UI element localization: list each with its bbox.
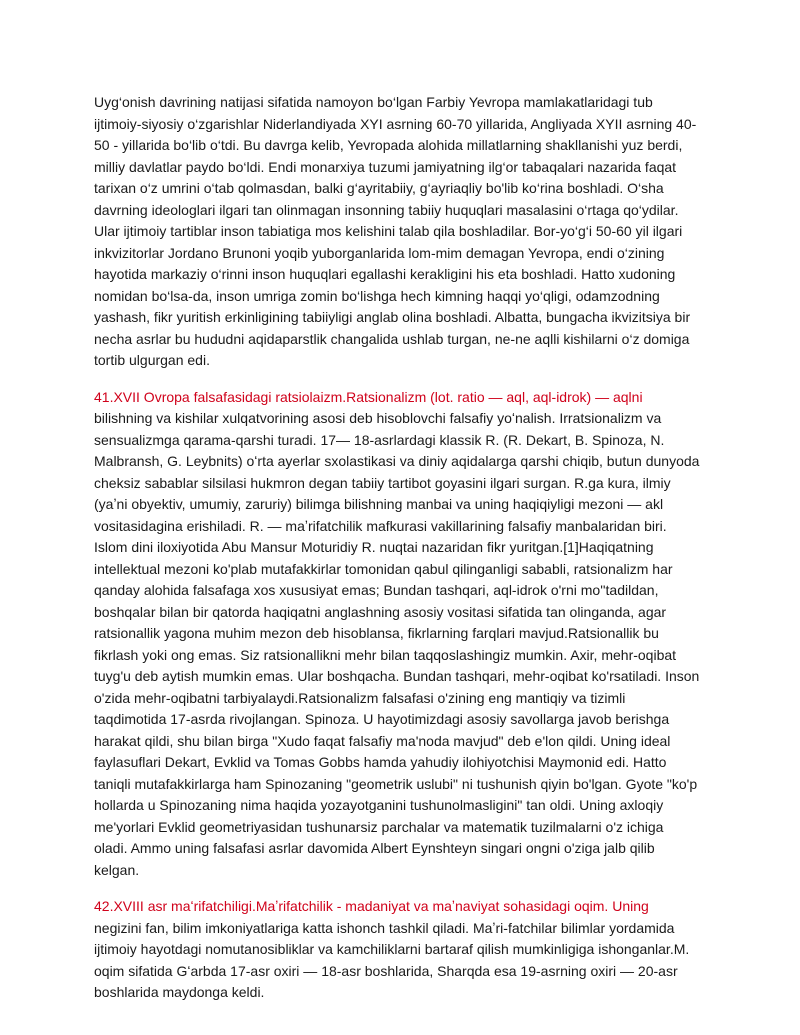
paragraph-text: negizini fan, bilim imkoniyatlariga katta ishonch tashkil qiladi. Maʼri-fatchilar bilimlar yordamida ijtimoiy hayotdagi nomutanosibliklar va kamchiliklarni bartaraf qilish mumkinligiga ishonganlar.M. oqim sifatida Gʻarbda 17-asr oxiri — 18-asr boshlarida, Sharqda esa 19-asrning oxiri — 20-asr boshlarida maydonga keldi.	[94, 919, 690, 1000]
paragraph-text: Uyg‘onish davrining natijasi sifatida namoyon bo‘lgan Farbiy Yevropa mamlakatlaridagi tub ijtimoiy-siyosiy o‘zgarishlar Niderlandiyada XYI asrning 60-70 yillarida, Angliyada XYII asrning 40-50 - yillarida bo‘lib o‘tdi. Bu davrga kelib, Yevropada alohida millatlarning shakllanishi yuz berdi, milliy davlatlar paydo bo‘ldi. Endi monarxiya tuzumi jamiyatning ilg‘or tabaqalari nazarida faqat tarixan o‘z umrini o‘tab qolmasdan, balki g‘ayritabiiy, g‘ayriaqliy bo'lib ko‘rina boshladi. O‘sha davrning ideologlari ilgari tan olinmagan insonning tabiiy huquqlari masalasini o‘rtaga qo‘ydilar. Ular ijtimoiy tartiblar inson tabiatiga mos kelishini talab qila boshladilar. Bor-yo‘g‘i 50-60 yil ilgari inkvizitorlar Jordano Brunoni yoqib yuborganlarida lom-mim demagan Yevropa, endi o‘zining hayotida markaziy o‘rinni inson huquqlari egallashi kerakligini his eta boshladi. Hatto xudoning nomidan bo‘lsa-da, inson umriga zomin bo‘lishga hech kimning haqqi yo‘qligi, odamzodning yashash, fikr yuritish erkinligining tabiiyligi anglab olina boshladi. Albatta, bungacha ikvizitsiya bir necha asrlar bu hududni aqidaparstlik changalida ushlab turgan, ne-ne aqlli kishilarni o‘z domiga tortib ulgurgan edi.	[94, 94, 697, 368]
paragraph-heading: 41.XVII Ovropa falsafasidagi ratsiolaizm.Ratsionalizm (lot. ratio — aql, aql-idrok) — aqlni	[94, 388, 643, 405]
paragraph-intro	[94, 92, 700, 372]
paragraph-heading: 42.XVIII asr maʻrifatchiligi.Maʼrifatchilik - madaniyat va maʼnaviyat sohasidagi oqim. Uning	[94, 898, 649, 914]
paragraph-text: bilishning va kishilar xulqatvorining asosi deb hisoblovchi falsafiy yoʻnalish. Irratsionalizm va sensualizmga qarama-qarshi turadi. 17— 18-asrlardagi klassik R. (R. Dekart, B. Spinoza, N. Malbransh, G. Leybnits) oʻrta ayerlar sxolastikasi va diniy aqidalarga qarshi chiqib, butun dunyoda cheksiz sabablar silsilasi hukmron degan tabiiy tartibot goyasini ilgari surgan. R.ga kura, ilmiy (yaʼni obyektiv, umumiy, zaruriy) bilimga bilishning manbai va uning haqiqiyligi mezoni — akl vositasidagina erishiladi. R. — maʼrifatchilik mafkurasi vakillarining falsafiy manbalaridan biri. Islom dini iloxiyotida Abu Mansur Moturidiy R. nuqtai nazaridan fikr yuritgan.[1]Haqiqatning intellektual mezoni ko'plab mutafakkirlar tomonidan qabul qilinganligi sababli, ratsionalizm har qanday alohida falsafaga xos xususiyat emas; Bundan tashqari, aql-idrok o'rni mo''tadildan, boshqalar bilan bir qatorda haqiqatni anglashning asosiy vositasi sifatida tan olinganda, agar ratsionallik yagona muhim mezon deb hisoblansa, fikrlarning farqlari mavjud.Ratsionallik bu fikrlash yoki ong emas. Siz ratsionallikni mehr bilan taqqoslashingiz mumkin. Axir, mehr-oqibat tuyg'u deb aytish mumkin emas. Ular boshqacha. Bundan tashqari, mehr-oqibat ko'rsatiladi. Inson o'zida mehr-oqibatni tarbiyalaydi.Ratsionalizm falsafasi o'zining eng mantiqiy va tizimli taqdimotida 17-asrda rivojlangan. Spinoza. U hayotimizdagi asosiy savollarga javob berishga harakat qildi, shu bilan birga "Xudo faqat falsafiy ma'noda mavjud" deb e'lon qildi. Uning ideal faylasuflari Dekart, Evklid va Tomas Gobbs hamda yahudiy ilohiyotchisi Maymonid edi. Hatto taniqli mutafakkirlarga ham Spinozaning "geometrik uslubi" ni tushunish qiyin bo'lgan. Gyote "ko'p hollarda u Spinozaning nima haqida yozayotganini tushunolmasligini" tan oldi. Uning axloqiy me'yorlari Evklid geometriyasidan tushunarsiz parchalar va matematik tuzilmalarni o'z ichiga oladi. Ammo uning falsafasi asrlar davomida Albert Eynshteyn singari ongni o'ziga jalb qilib kelgan.	[94, 410, 700, 878]
paragraph-41-rationalism	[94, 387, 700, 882]
paragraph-42-enlightenment	[94, 896, 700, 1004]
